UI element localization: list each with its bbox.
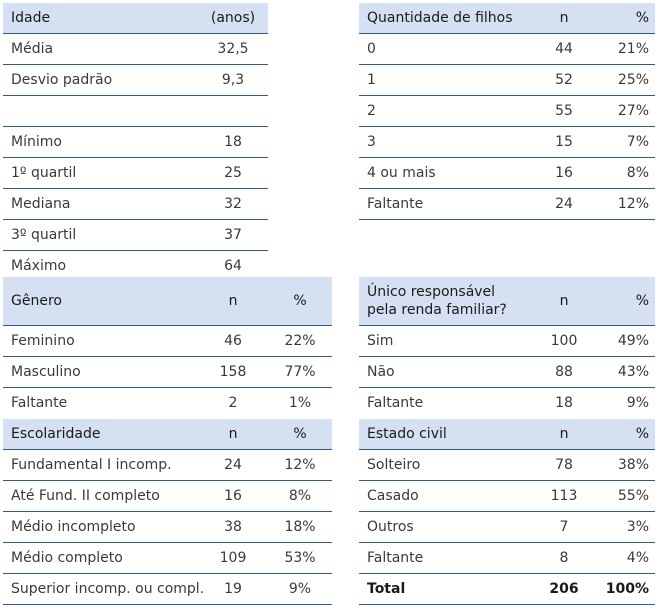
row-pct: 49% [617, 333, 649, 349]
genero-table [3, 277, 332, 418]
header-cell: n [198, 419, 268, 450]
table-row [3, 543, 332, 574]
row-value: 32,5 [217, 41, 249, 57]
table-row [3, 481, 332, 512]
row-label: Média [11, 41, 54, 57]
row-label: Faltante [367, 196, 424, 212]
row-n: 158 [219, 364, 247, 380]
row-label: Desvio padrão [11, 72, 113, 88]
table-header [3, 3, 268, 34]
row-value: 9,3 [221, 72, 245, 88]
table-row [3, 127, 268, 158]
row-pct: 77% [284, 364, 316, 380]
table-row [359, 158, 655, 189]
table-row [359, 96, 655, 127]
header-cell: % [268, 419, 332, 450]
header-cell: Quantidade de filhos [359, 3, 529, 34]
table-row [3, 388, 332, 419]
table-row [3, 574, 332, 605]
row-label: Solteiro [367, 457, 421, 473]
row-label: 1 [367, 72, 376, 88]
row-pct: 38% [617, 457, 649, 473]
row-n: 52 [555, 72, 573, 88]
row-pct: 18% [284, 519, 316, 535]
row-label: Máximo [11, 258, 67, 274]
row-value [198, 96, 268, 127]
row-n: 18 [555, 395, 573, 411]
row-pct: 1% [288, 395, 312, 411]
table-row [359, 189, 655, 220]
table-row [3, 96, 268, 127]
table-row [3, 220, 268, 251]
row-pct: 55% [617, 488, 649, 504]
row-label: 1º quartil [11, 165, 77, 181]
total-row [359, 574, 655, 605]
header-cell: Estado civil [359, 419, 529, 450]
filhos-table [359, 3, 655, 220]
row-n: 8 [559, 550, 569, 566]
row-n: 24 [224, 457, 242, 473]
row-pct: 22% [284, 333, 316, 349]
row-label [3, 96, 198, 127]
row-label: Fundamental I incomp. [11, 457, 172, 473]
row-n: 78 [555, 457, 573, 473]
table-row [359, 65, 655, 96]
header-cell: (anos) [198, 3, 268, 34]
header-cell: n [529, 277, 599, 326]
row-n: 16 [224, 488, 242, 504]
row-label: Sim [367, 333, 394, 349]
row-label: Superior incomp. ou compl. [11, 581, 205, 597]
table-row [3, 65, 268, 96]
row-pct: 8% [626, 165, 649, 181]
row-pct: 9% [288, 581, 312, 597]
row-value: 37 [224, 227, 242, 243]
idade-table [3, 3, 268, 281]
row-value: 64 [224, 258, 242, 274]
total-label: Total [367, 581, 406, 597]
header-cell: % [268, 277, 332, 326]
row-label: Casado [367, 488, 419, 504]
row-n: 16 [555, 165, 573, 181]
row-label: 2 [367, 103, 376, 119]
table-header [359, 277, 655, 326]
table-row [359, 543, 655, 574]
table-row [359, 326, 655, 357]
row-n: 2 [228, 395, 238, 411]
row-label: Masculino [11, 364, 81, 380]
table-row [359, 481, 655, 512]
row-n: 109 [219, 550, 247, 566]
table-row [359, 388, 655, 419]
row-label: Faltante [11, 395, 68, 411]
header-cell: Idade [3, 3, 198, 34]
row-label: 4 ou mais [367, 165, 436, 181]
row-label: Feminino [11, 333, 75, 349]
table-row [359, 34, 655, 65]
row-value: 25 [224, 165, 242, 181]
table-header [3, 277, 332, 326]
header-cell: n [529, 3, 599, 34]
table-row [3, 158, 268, 189]
table-header [3, 419, 332, 450]
total-n: 206 [549, 581, 579, 597]
table-row [3, 512, 332, 543]
row-label: Faltante [367, 550, 424, 566]
row-pct: 3% [626, 519, 649, 535]
escolaridade-table [3, 419, 332, 605]
row-label: Mediana [11, 196, 71, 212]
row-label: 3º quartil [11, 227, 77, 243]
row-label: 0 [367, 41, 376, 57]
row-n: 46 [224, 333, 242, 349]
row-pct: 21% [617, 41, 649, 57]
row-label: Até Fund. II completo [11, 488, 160, 504]
table-row [3, 34, 268, 65]
table-row [3, 189, 268, 220]
row-n: 15 [555, 134, 573, 150]
header-cell: % [599, 3, 655, 34]
table-row [359, 512, 655, 543]
row-pct: 27% [617, 103, 649, 119]
renda-table [359, 277, 655, 418]
row-pct: 12% [617, 196, 649, 212]
row-label: Médio completo [11, 550, 123, 566]
table-row [359, 357, 655, 388]
header-cell: n [198, 277, 268, 326]
row-n: 100 [550, 333, 578, 349]
header-cell: Escolaridade [3, 419, 198, 450]
row-label: Outros [367, 519, 414, 535]
row-label: 3 [367, 134, 376, 150]
table-row [3, 326, 332, 357]
table-header [359, 419, 655, 450]
header-cell: % [599, 277, 655, 326]
header-cell: n [529, 419, 599, 450]
row-n: 19 [224, 581, 242, 597]
row-pct: 4% [626, 550, 649, 566]
row-n: 7 [559, 519, 569, 535]
row-pct: 7% [626, 134, 649, 150]
row-pct: 25% [617, 72, 649, 88]
row-value: 32 [224, 196, 242, 212]
total-pct: 100% [605, 581, 649, 597]
row-pct: 9% [626, 395, 649, 411]
row-label: Não [367, 364, 395, 380]
row-value: 18 [224, 134, 242, 150]
row-n: 113 [550, 488, 578, 504]
row-n: 55 [555, 103, 573, 119]
table-row [3, 450, 332, 481]
table-row [3, 357, 332, 388]
row-n: 44 [555, 41, 573, 57]
row-label: Mínimo [11, 134, 62, 150]
header-cell: Único responsável pela renda familiar? [359, 277, 529, 326]
row-n: 88 [555, 364, 573, 380]
row-pct: 12% [284, 457, 316, 473]
estado-civil-table [359, 419, 655, 605]
table-row [359, 450, 655, 481]
row-pct: 43% [617, 364, 649, 380]
row-label: Faltante [367, 395, 424, 411]
header-cell: % [599, 419, 655, 450]
table-header [359, 3, 655, 34]
header-cell: Gênero [3, 277, 198, 326]
row-pct: 8% [288, 488, 312, 504]
row-pct: 53% [284, 550, 316, 566]
row-n: 24 [555, 196, 573, 212]
row-label: Médio incompleto [11, 519, 136, 535]
table-row [359, 127, 655, 158]
row-n: 38 [224, 519, 242, 535]
